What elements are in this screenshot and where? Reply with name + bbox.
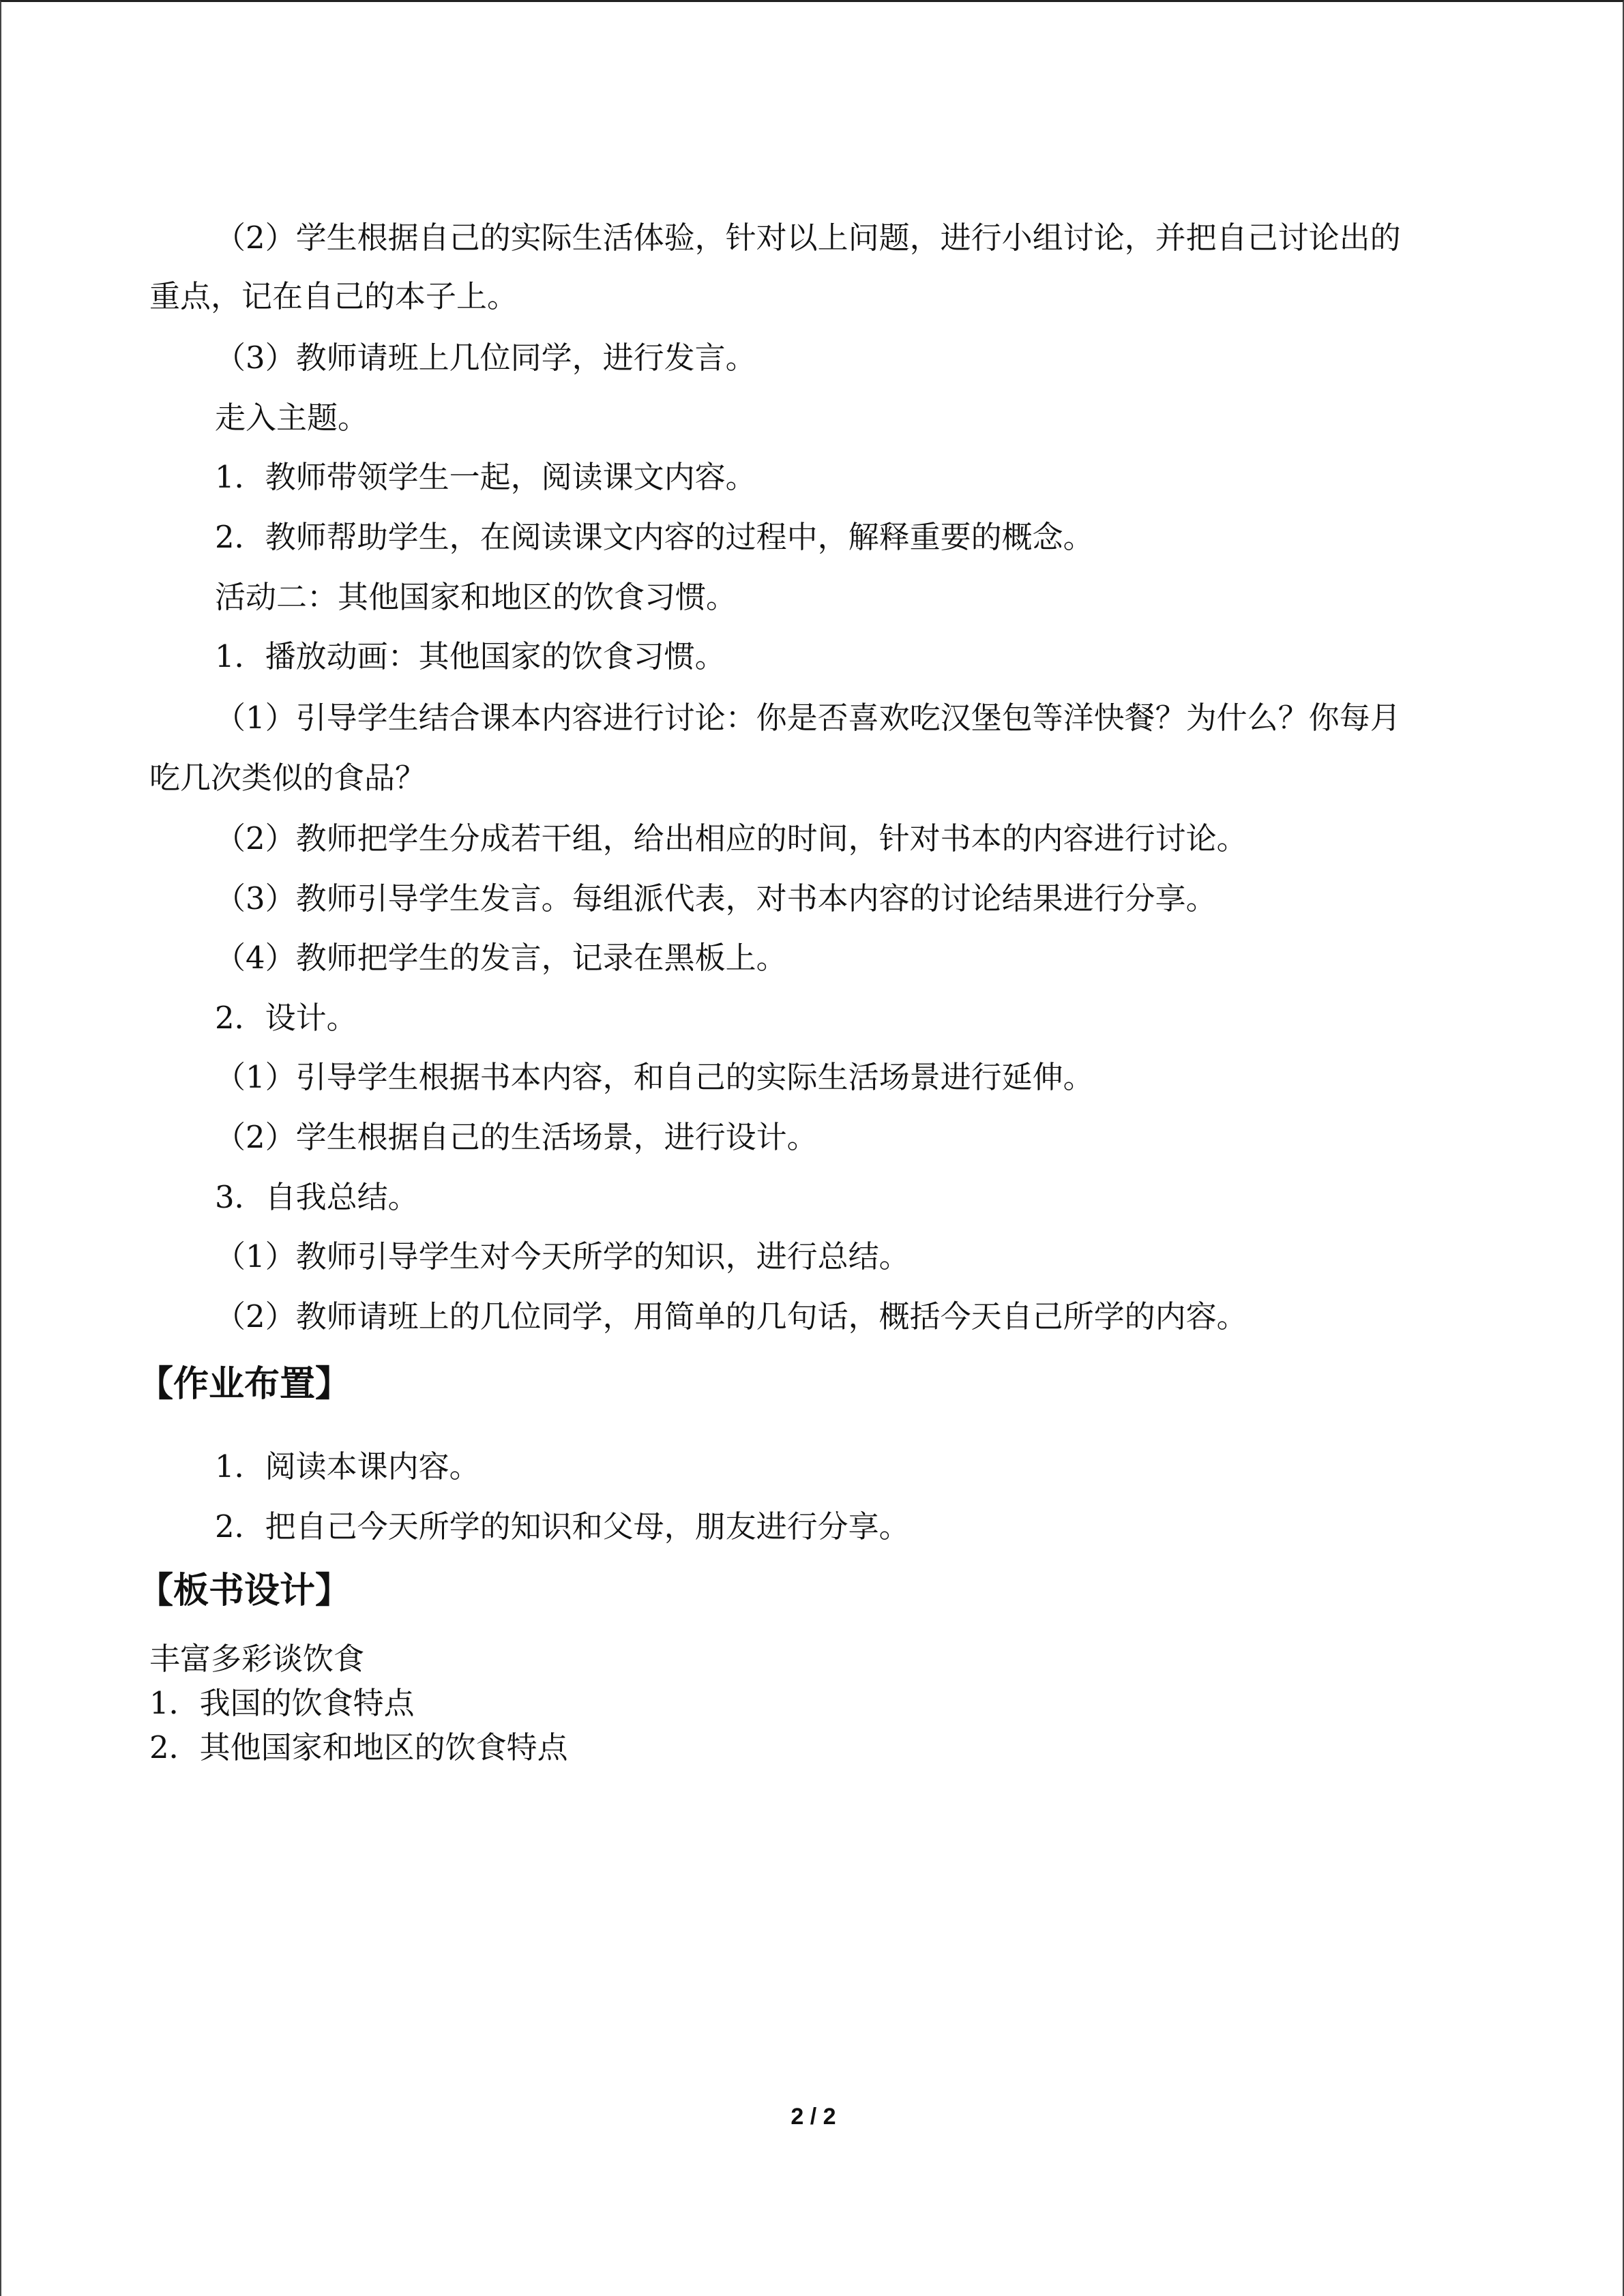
paragraph-line: （4）教师把学生的发言，记录在黑板上。 (215, 940, 787, 976)
paragraph-line: 3．自我总结。 (215, 1179, 419, 1215)
paragraph-line: 1．播放动画：其他国家的饮食习惯。 (215, 638, 726, 674)
board-heading: 【板书设计】 (138, 1570, 351, 1611)
paragraph-line: （2）教师请班上的几位同学，用简单的几句话，概括今天自己所学的内容。 (215, 1298, 1247, 1335)
paragraph-line: 2．教师帮助学生，在阅读课文内容的过程中，解释重要的概念。 (215, 519, 1094, 555)
homework-item: 2．把自己今天所学的知识和父母，朋友进行分享。 (215, 1508, 910, 1545)
paragraph-line: （2）教师把学生分成若干组，给出相应的时间，针对书本的内容进行讨论。 (215, 820, 1247, 856)
paragraph-line: 重点，记在自己的本子上。 (149, 278, 518, 314)
board-item: 1．我国的饮食特点 (149, 1685, 415, 1721)
board-item: 2．其他国家和地区的饮食特点 (149, 1729, 568, 1765)
paragraph-line: （3）教师引导学生发言。每组派代表，对书本内容的讨论结果进行分享。 (215, 880, 1217, 916)
paragraph-line: （1）引导学生结合课本内容进行讨论：你是否喜欢吃汉堡包等洋快餐？为什么？你每月 (215, 700, 1401, 736)
homework-heading: 【作业布置】 (138, 1364, 351, 1405)
homework-item: 1．阅读本课内容。 (215, 1448, 480, 1485)
paragraph-line: 吃几次类似的食品？ (149, 760, 426, 796)
paragraph-line: （3）教师请班上几位同学，进行发言。 (215, 340, 756, 376)
paragraph-line: 1．教师带领学生一起，阅读课文内容。 (215, 459, 756, 495)
paragraph-line: 走入主题。 (215, 400, 369, 436)
paragraph-line: 2．设计。 (215, 1000, 357, 1036)
paragraph-line: （2）学生根据自己的生活场景，进行设计。 (215, 1119, 818, 1155)
paragraph-line: 活动二：其他国家和地区的饮食习惯。 (215, 579, 737, 615)
paragraph-line: （2）学生根据自己的实际生活体验，针对以上问题，进行小组讨论，并把自己讨论出的 (215, 220, 1401, 256)
paragraph-line: （1）引导学生根据书本内容，和自己的实际生活场景进行延伸。 (215, 1059, 1094, 1095)
board-title: 丰富多彩谈饮食 (149, 1641, 365, 1677)
paragraph-line: （1）教师引导学生对今天所学的知识，进行总结。 (215, 1238, 910, 1274)
page-number: 2 / 2 (791, 2104, 836, 2130)
